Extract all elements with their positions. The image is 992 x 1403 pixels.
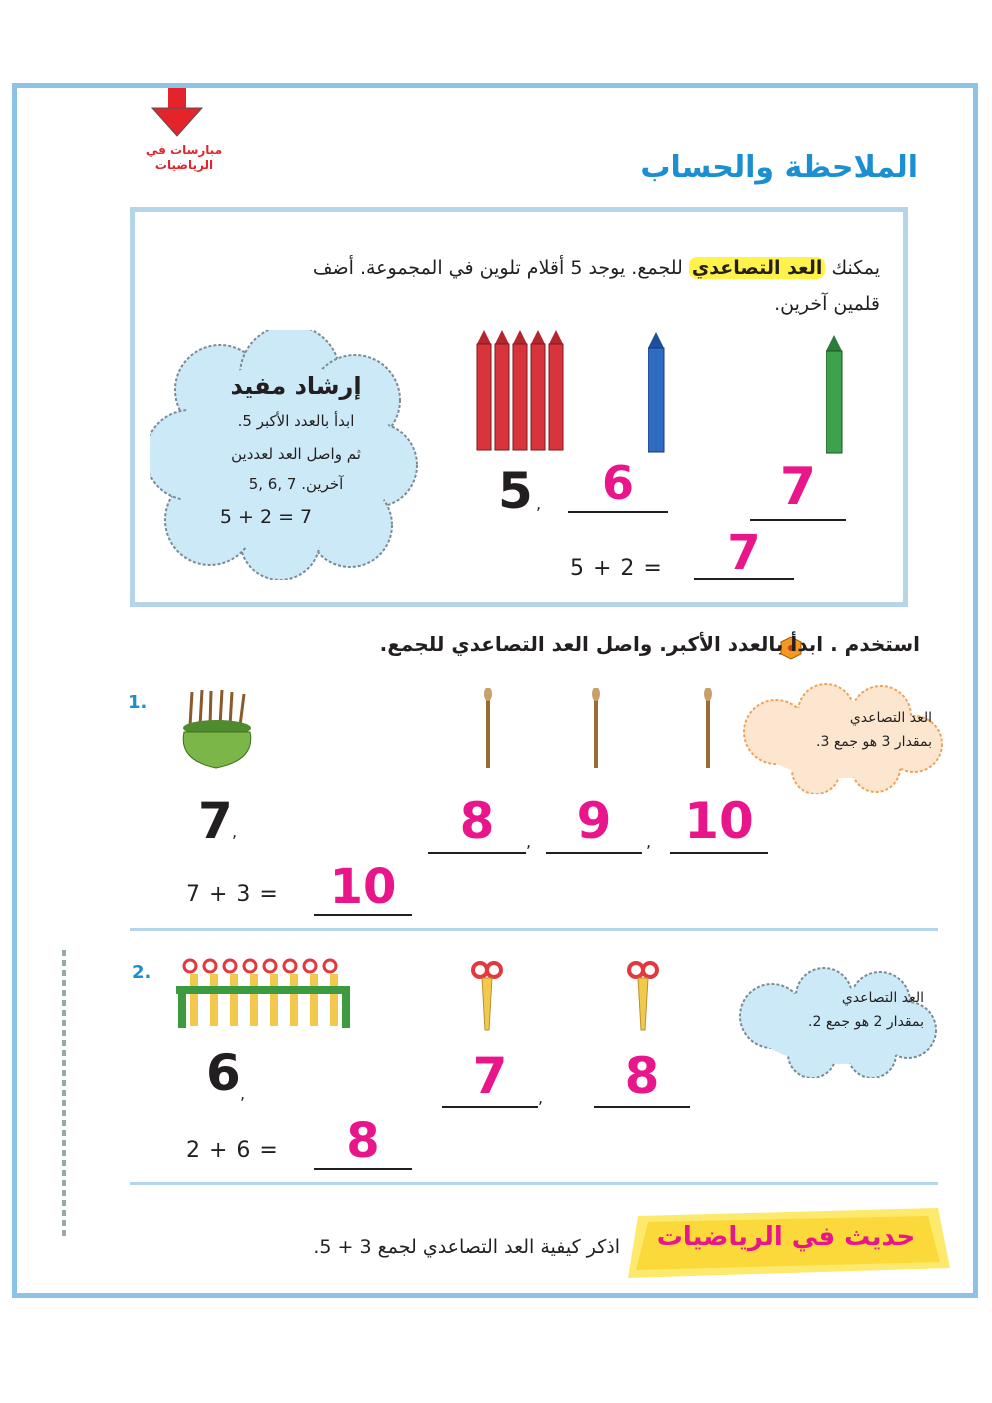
instruction: استخدم . ابدأ بالعدد الأكبر. واصل العد التصاعدي للجمع. [379,632,920,656]
exercise-1-cloud-line-1: العد التصاعدي [849,710,932,726]
exercise-1-number: 1. [128,692,148,713]
scissors-icon-1 [470,960,504,1032]
down-arrow-icon [148,88,208,140]
exercise-2-equation-answer[interactable]: 8 [314,1114,412,1170]
exercise-2-comma-0: , [240,1084,246,1103]
intro-before: يمكنك [831,257,880,279]
exercise-2-answer-1[interactable]: 7 [442,1046,538,1108]
exercise-1-equation-answer[interactable]: 10 [314,860,412,916]
page-title: الملاحظة والحساب [640,150,918,185]
hint-line-2: ثم واصل العد لعددين [231,445,361,463]
exercise-2-start-number: 6 [206,1044,241,1102]
brush-pot-icon [178,688,258,772]
exercise-1-equation: 7 + 3 = [186,882,279,907]
hint-line-3: آخرين. 7 ,6 ,5 [248,475,344,493]
example-comma: , [536,494,542,513]
exercise-1-cloud-line-2: بمقدار 3 هو جمع 3. [816,734,932,750]
blue-crayon-icon [648,332,666,454]
separator-1 [130,928,938,931]
exercise-2-number: 2. [132,962,152,983]
scissors-rack-icon [176,956,352,1030]
example-intro [270,250,880,322]
brush-icon-1 [480,688,496,770]
exercise-1-comma-0: , [232,822,238,841]
exercise-1-start-number: 7 [198,792,233,850]
example-start-number: 5 [498,462,533,520]
exercise-2-cloud-line-2: بمقدار 2 هو جمع 2. [808,1014,924,1030]
exercise-1-answer-1[interactable]: 8 [428,790,526,854]
green-crayon-icon [826,335,844,455]
practice-link[interactable]: مبارسات في الرياضيات [145,143,223,172]
intro-highlight: العد التصاعدي [689,257,826,279]
exercise-1-comma-1: , [526,832,532,851]
example-equation-answer[interactable]: 7 [694,528,794,580]
brush-icon-3 [700,688,716,770]
scissors-icon-2 [626,960,660,1032]
example-answer-2[interactable]: 7 [750,455,846,521]
exercise-2-comma-1: , [538,1088,544,1107]
exercise-2-equation: 2 + 6 = [186,1138,279,1163]
math-talk-question: اذكر كيفية العد التصاعدي لجمع 3 + 5. [313,1236,620,1258]
separator-2 [130,1182,938,1185]
exercise-2-answer-2[interactable]: 8 [594,1046,690,1108]
hint-title: إرشاد مفيد [230,372,362,400]
example-equation: 5 + 2 = [570,556,663,581]
example-answer-1[interactable]: 6 [568,455,668,513]
red-crayon-group-icon [475,330,570,455]
side-credit-strip [58,950,70,1240]
exercise-1-comma-2: , [646,832,652,851]
exercise-2-cloud-line-1: العد التصاعدي [841,990,924,1006]
exercise-1-answer-3[interactable]: 10 [670,790,768,854]
intro-after: للجمع. يوجد 5 أقلام تلوين في المجموعة. أضف قلمين آخرين. [312,257,880,315]
exercise-1-answer-2[interactable]: 9 [546,790,642,854]
math-talk-title: حديث في الرياضيات [656,1222,916,1252]
hint-line-1: ابدأ بالعدد الأكبر 5. [237,412,355,430]
brush-icon-2 [588,688,604,770]
hint-line-4: 5 + 2 = 7 [219,506,313,528]
